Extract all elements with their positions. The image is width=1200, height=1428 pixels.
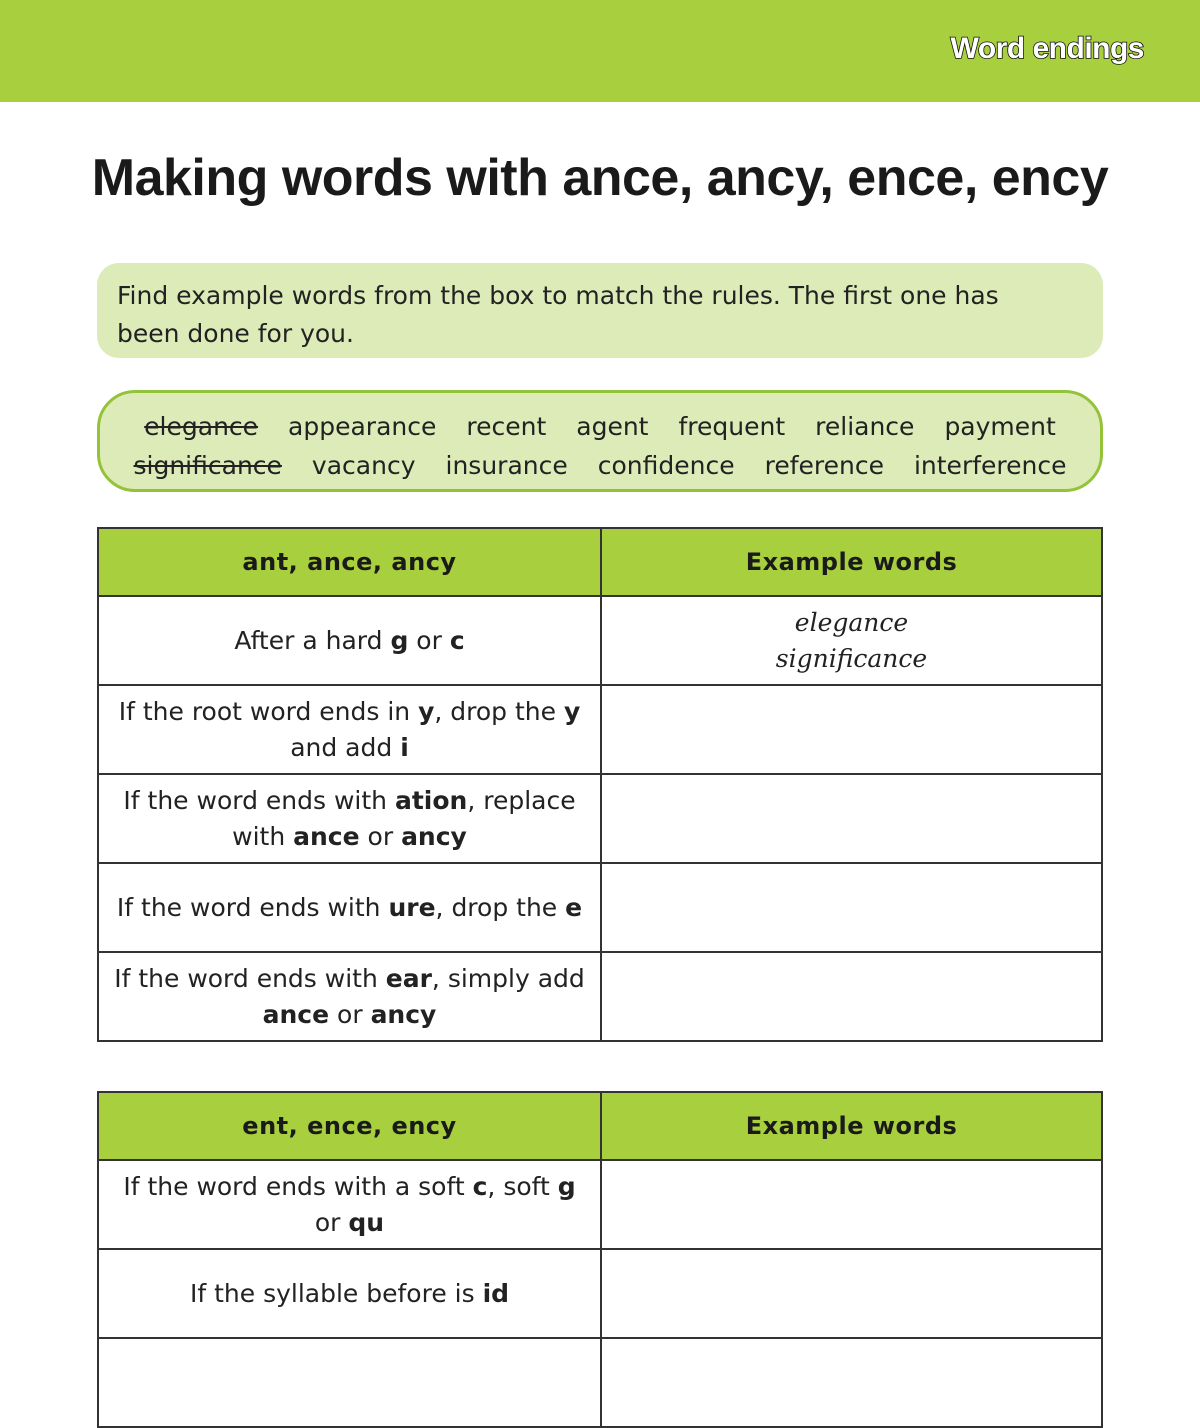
rule-text: If the syllable before is [189,1278,483,1308]
rule-text: If the word ends with [114,963,386,993]
rule-letters: y [563,696,581,726]
rule-text: After a hard [234,625,391,655]
word-bank-word: agent [576,412,649,441]
word-bank-word: payment [944,412,1056,441]
section-tag: Word endings [950,32,1144,65]
word-bank-box [97,390,1103,492]
page-title: Making words with ance, ancy, ence, ency [91,149,1109,207]
rule-letters: id [482,1278,510,1308]
rule-text: If the root word ends in [118,696,419,726]
word-bank-word: significance [133,451,282,480]
rule-cell [98,1249,601,1338]
rule-letters: ation [394,785,468,815]
instructions-text: Find example words from the box to match the rules. The first one has been done for you. [117,281,999,348]
word-bank-row [100,407,1100,446]
word-bank-word: frequent [678,412,786,441]
rule-text: or [408,625,450,655]
rule-text: , replace with [232,785,576,851]
rule-text: , drop the [434,696,564,726]
table-row [98,596,1102,685]
rule-text: , drop the [435,892,566,922]
rule-cell [98,1160,601,1249]
rule-text: or [359,821,402,851]
word-bank-word: vacancy [311,451,416,480]
rule-text: and add [290,732,401,762]
rule-letters: ance [293,821,360,851]
table-row [98,952,1102,1041]
table-row [98,774,1102,863]
example-word: elegance [794,607,909,637]
rules-table-ance [97,527,1103,1042]
examples-column-header: Example words [601,1092,1102,1160]
examples-cell[interactable] [601,1249,1102,1338]
examples-cell[interactable] [601,1338,1102,1427]
examples-column-header: Example words [601,528,1102,596]
rule-cell [98,774,601,863]
examples-cell[interactable] [601,596,1102,685]
table-row [98,863,1102,952]
table-row [98,1338,1102,1427]
rule-letters: ancy [401,821,467,851]
rule-text: If the word ends with [123,785,395,815]
rule-text: , soft [487,1171,558,1201]
rule-text: If the word ends with a soft [123,1171,473,1201]
table-row [98,1249,1102,1338]
rule-cell [98,863,601,952]
rule-letters: c [472,1171,488,1201]
examples-cell[interactable] [601,1160,1102,1249]
rule-letters: ear [385,963,432,993]
rule-letters: y [418,696,435,726]
word-bank-word: appearance [288,412,437,441]
rule-letters: ure [388,892,436,922]
rule-text: or [314,1207,349,1237]
word-bank-word: reliance [815,412,915,441]
rule-letters: i [400,732,409,762]
rule-letters: qu [348,1207,385,1237]
rules-table-ence [97,1091,1103,1428]
rule-letters: g [390,625,409,655]
examples-cell[interactable] [601,774,1102,863]
rule-text: , simply add [431,963,585,993]
table-row [98,685,1102,774]
table-row [98,1160,1102,1249]
examples-cell[interactable] [601,952,1102,1041]
rule-text: or [329,999,371,1029]
examples-cell[interactable] [601,863,1102,952]
rule-column-header: ent, ence, ency [98,1092,601,1160]
rule-text: If the word ends with [116,892,389,922]
examples-cell[interactable] [601,685,1102,774]
rule-column-header: ant, ance, ancy [98,528,601,596]
rule-letters: e [565,892,583,922]
word-bank-word: reference [764,451,884,480]
rule-cell [98,685,601,774]
rule-cell [98,1338,601,1427]
rule-letters: c [449,625,465,655]
word-bank-word: recent [466,412,547,441]
header-bar [0,0,1200,102]
word-bank-row [100,446,1100,485]
instructions-box [97,263,1103,358]
example-word: significance [775,643,928,673]
word-bank-word: elegance [144,412,259,441]
word-bank-word: interference [913,451,1067,480]
rule-letters: ance [262,999,330,1029]
word-bank-word: confidence [597,451,735,480]
rule-cell [98,952,601,1041]
rule-letters: ancy [370,999,437,1029]
word-bank-word: insurance [445,451,568,480]
rule-letters: g [557,1171,576,1201]
rule-cell [98,596,601,685]
